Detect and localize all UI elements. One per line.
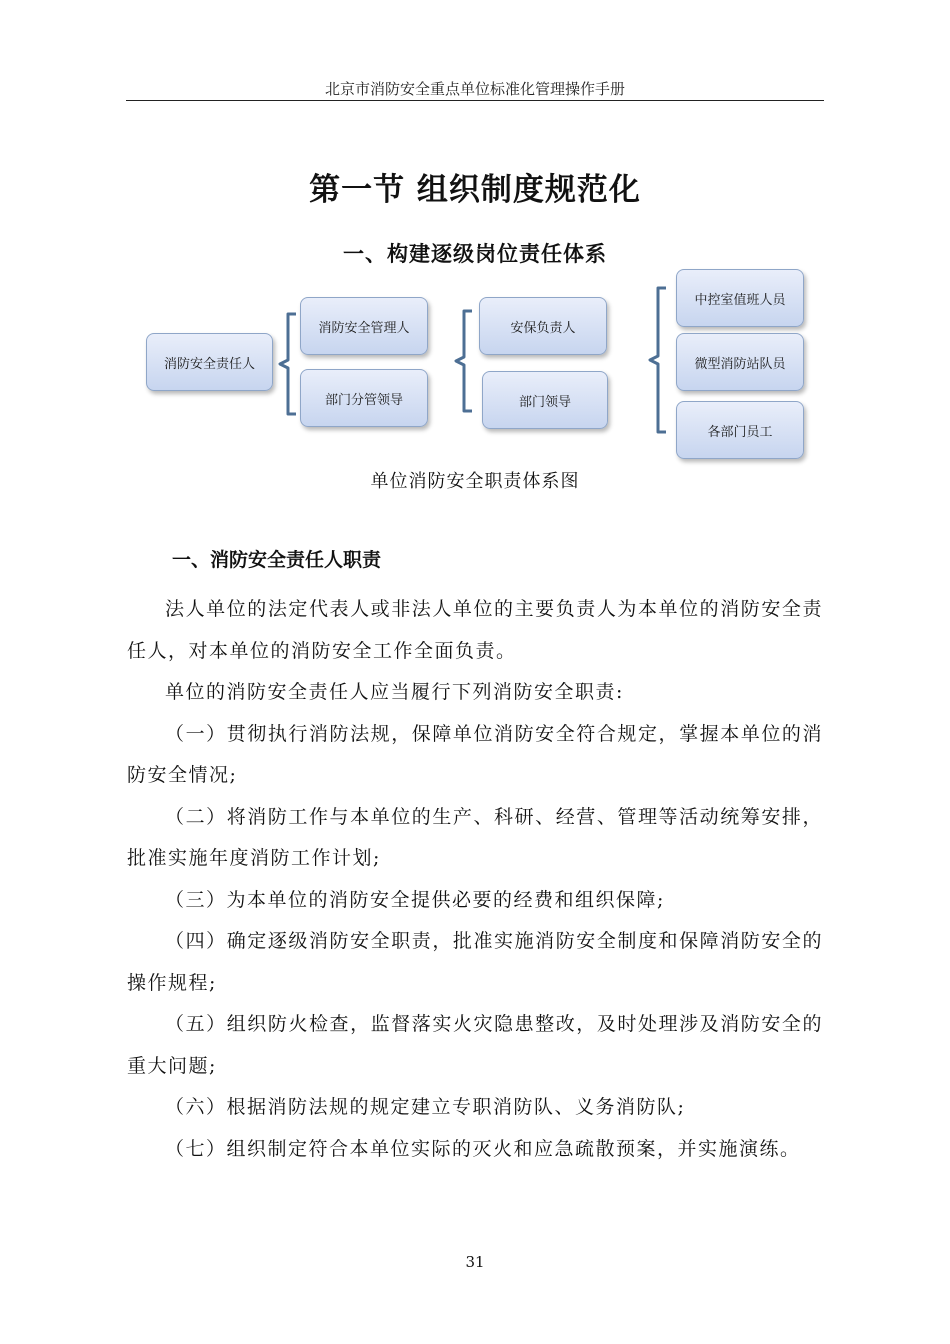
diagram-box-root: 消防安全责任人 xyxy=(146,333,273,391)
page-number: 31 xyxy=(465,1253,485,1271)
paragraph: （一）贯彻执行消防法规，保障单位消防安全符合规定，掌握本单位的消防安全情况; xyxy=(127,722,823,786)
diagram-caption: 单位消防安全职责体系图 xyxy=(370,471,580,492)
paragraph: （三）为本单位的消防安全提供必要的经费和组织保障; xyxy=(165,888,665,911)
diagram-box-level2-1: 消防安全管理人 xyxy=(300,297,428,355)
diagram-box-level4-2: 微型消防站队员 xyxy=(676,333,804,391)
body-text xyxy=(127,589,823,1170)
paragraph: 单位的消防安全责任人应当履行下列消防安全职责: xyxy=(165,681,624,703)
paragraph: （七）组织制定符合本单位实际的灭火和应急疏散预案，并实施演练。 xyxy=(165,1137,801,1160)
responsibility-diagram xyxy=(0,0,950,470)
diagram-box-level2-2: 部门分管领导 xyxy=(300,369,428,427)
diagram-box-level4-1: 中控室值班人员 xyxy=(676,269,804,327)
bracket-2 xyxy=(450,305,480,417)
paragraph: （六）根据消防法规的规定建立专职消防队、义务消防队; xyxy=(165,1096,686,1118)
diagram-box-level4-3: 各部门员工 xyxy=(676,401,804,459)
paragraph: （二）将消防工作与本单位的生产、科研、经营、管理等活动统筹安排，批准实施年度消防工作计划; xyxy=(127,805,823,869)
paragraph: （五）组织防火检查，监督落实火灾隐患整改，及时处理涉及消防安全的重大问题; xyxy=(127,1013,823,1077)
diagram-box-level3-2: 部门领导 xyxy=(482,371,608,429)
section-title: 第一节 组织制度规范化 xyxy=(309,172,641,208)
heading-responsibilities: 一、消防安全责任人职责 xyxy=(172,549,382,571)
running-header: 北京市消防安全重点单位标准化管理操作手册 xyxy=(324,80,625,98)
paragraph: （四）确定逐级消防安全职责，批准实施消防安全制度和保障消防安全的操作规程; xyxy=(127,930,823,994)
bracket-3 xyxy=(644,282,674,438)
paragraph: 法人单位的法定代表人或非法人单位的主要负责人为本单位的消防安全责任人，对本单位的消防安全工作全面负责。 xyxy=(127,598,823,662)
sub-title: 一、构建逐级岗位责任体系 xyxy=(343,242,607,266)
diagram-box-level3-1: 安保负责人 xyxy=(479,297,607,355)
